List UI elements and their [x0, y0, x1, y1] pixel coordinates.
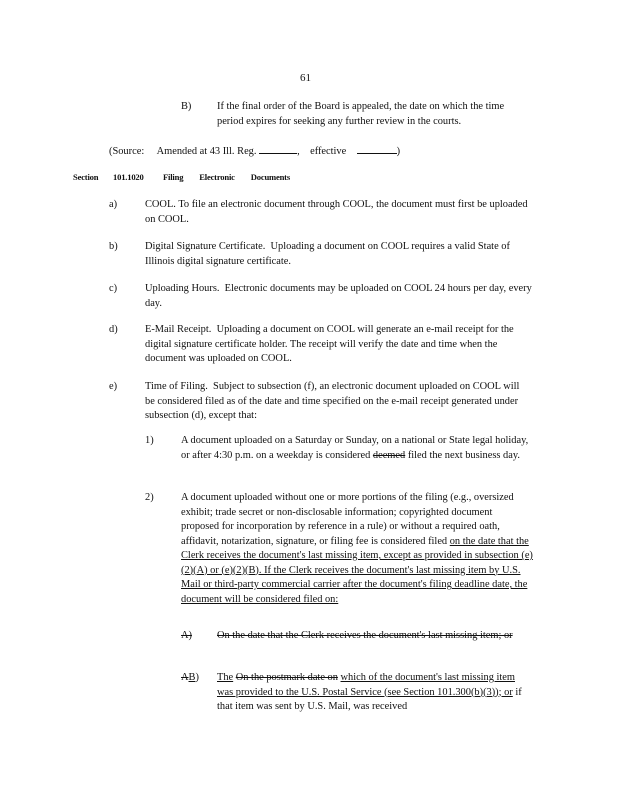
section-number: 101.1020 [113, 172, 144, 182]
blank-line [259, 143, 297, 154]
item-title: Digital Signature Certificate. [145, 241, 266, 252]
item-title: E-Mail Receipt. [145, 324, 212, 335]
list-marker: a) [109, 199, 118, 210]
item-title: Time of Filing. [145, 381, 208, 392]
item-text: Uploading a document on COOL will generate an e-mail receipt for the digital signature certificate holder. The receipt will verify the date and time when the document was uploaded on COOL. [145, 324, 514, 364]
list-marker: e) [109, 381, 118, 392]
item-text: Subject to subsection (f), an electronic document uploaded on COOL will be considered filed as of the date and time specified on the e-mail receipt generated under subsection (d), except that: [145, 381, 520, 421]
sub-item: A document uploaded without one or more portions of the filing (e.g., oversized exhibit; trade secret or non-disclosable information; copyrighted document proposed for incorporation by reference in a rule) or without a required oath, affidavit, notarization, signature, or filing fee is considered filed on the date that the Clerk receives the document's last missing item, except as provided in subsection (e)(2)(A) or (e)(2)(B). If the Clerk receives the document's last missing item by U.S. Mail or third-party commercial carrier after the document's filing deadline date, the document will be considered filed on: [181, 492, 533, 605]
item-title: COOL. [145, 199, 176, 210]
item-text: To file an electronic document through COOL, the document must first be uploaded on COOL. [145, 199, 528, 225]
list-marker: AB) [181, 672, 199, 683]
source-prefix: (Source: [109, 146, 145, 157]
list-marker: b) [109, 241, 118, 252]
deleted-item: On the date that the Clerk receives the document's last missing item; or [217, 630, 513, 641]
section-title: Filing Electronic Documents [163, 172, 290, 182]
list-marker: 2) [145, 492, 154, 503]
page-number: 61 [300, 72, 311, 84]
list-item [145, 380, 530, 424]
item-text: Electronic documents may be uploaded on COOL 24 hours per day, every day. [145, 283, 532, 309]
list-marker: c) [109, 283, 118, 294]
paragraph: If the final order of the Board is appealed, the date on which the time period expires for seeking any further review in the courts. [217, 101, 505, 127]
list-item [145, 323, 530, 367]
struck-text: deemed [372, 449, 406, 461]
effective-label: effective [310, 146, 347, 157]
item-text: Uploading a document on COOL requires a valid State of Illinois digital signature certificate. [145, 241, 510, 267]
list-marker: 1) [145, 435, 154, 446]
inserted-text: which of the document's last missing item was provided to the U.S. Postal Service (see Section 101.300(b)(3)); or [217, 672, 515, 698]
source-note: (Source: Amended at 43 Ill. Reg. , effective ) [109, 143, 439, 160]
source-text: Amended at 43 Ill. Reg. [156, 146, 257, 157]
sub-sub-item: The On the postmark date on which of the document's last missing item was provided to the U.S. Postal Service (see Section 101.300(b)(3)); or if that item was sent by U.S. Mail, was received [217, 672, 522, 712]
list-marker: d) [109, 324, 118, 335]
list-item [145, 198, 530, 227]
list-marker: A) [181, 630, 192, 641]
blank-line [357, 143, 397, 154]
list-item [145, 282, 540, 311]
item-title: Uploading Hours. [145, 283, 220, 294]
section-label: Section [73, 172, 99, 182]
sub-item: A document uploaded on a Saturday or Sunday, on a national or State legal holiday, or after 4:30 p.m. on a weekday is considered deemed filed the next business day. [181, 435, 529, 461]
inserted-text: on the date that the Clerk receives the document's last missing item, except as provided in subsection (e)(2)(A) or (e)(2)(B). If the Clerk receives the document's last missing item by U.S. Mail or third-party commercial carrier after the document's filing deadline date, the document will be considered filed on: [181, 535, 533, 605]
list-marker: B) [181, 101, 192, 112]
list-item [145, 240, 530, 269]
